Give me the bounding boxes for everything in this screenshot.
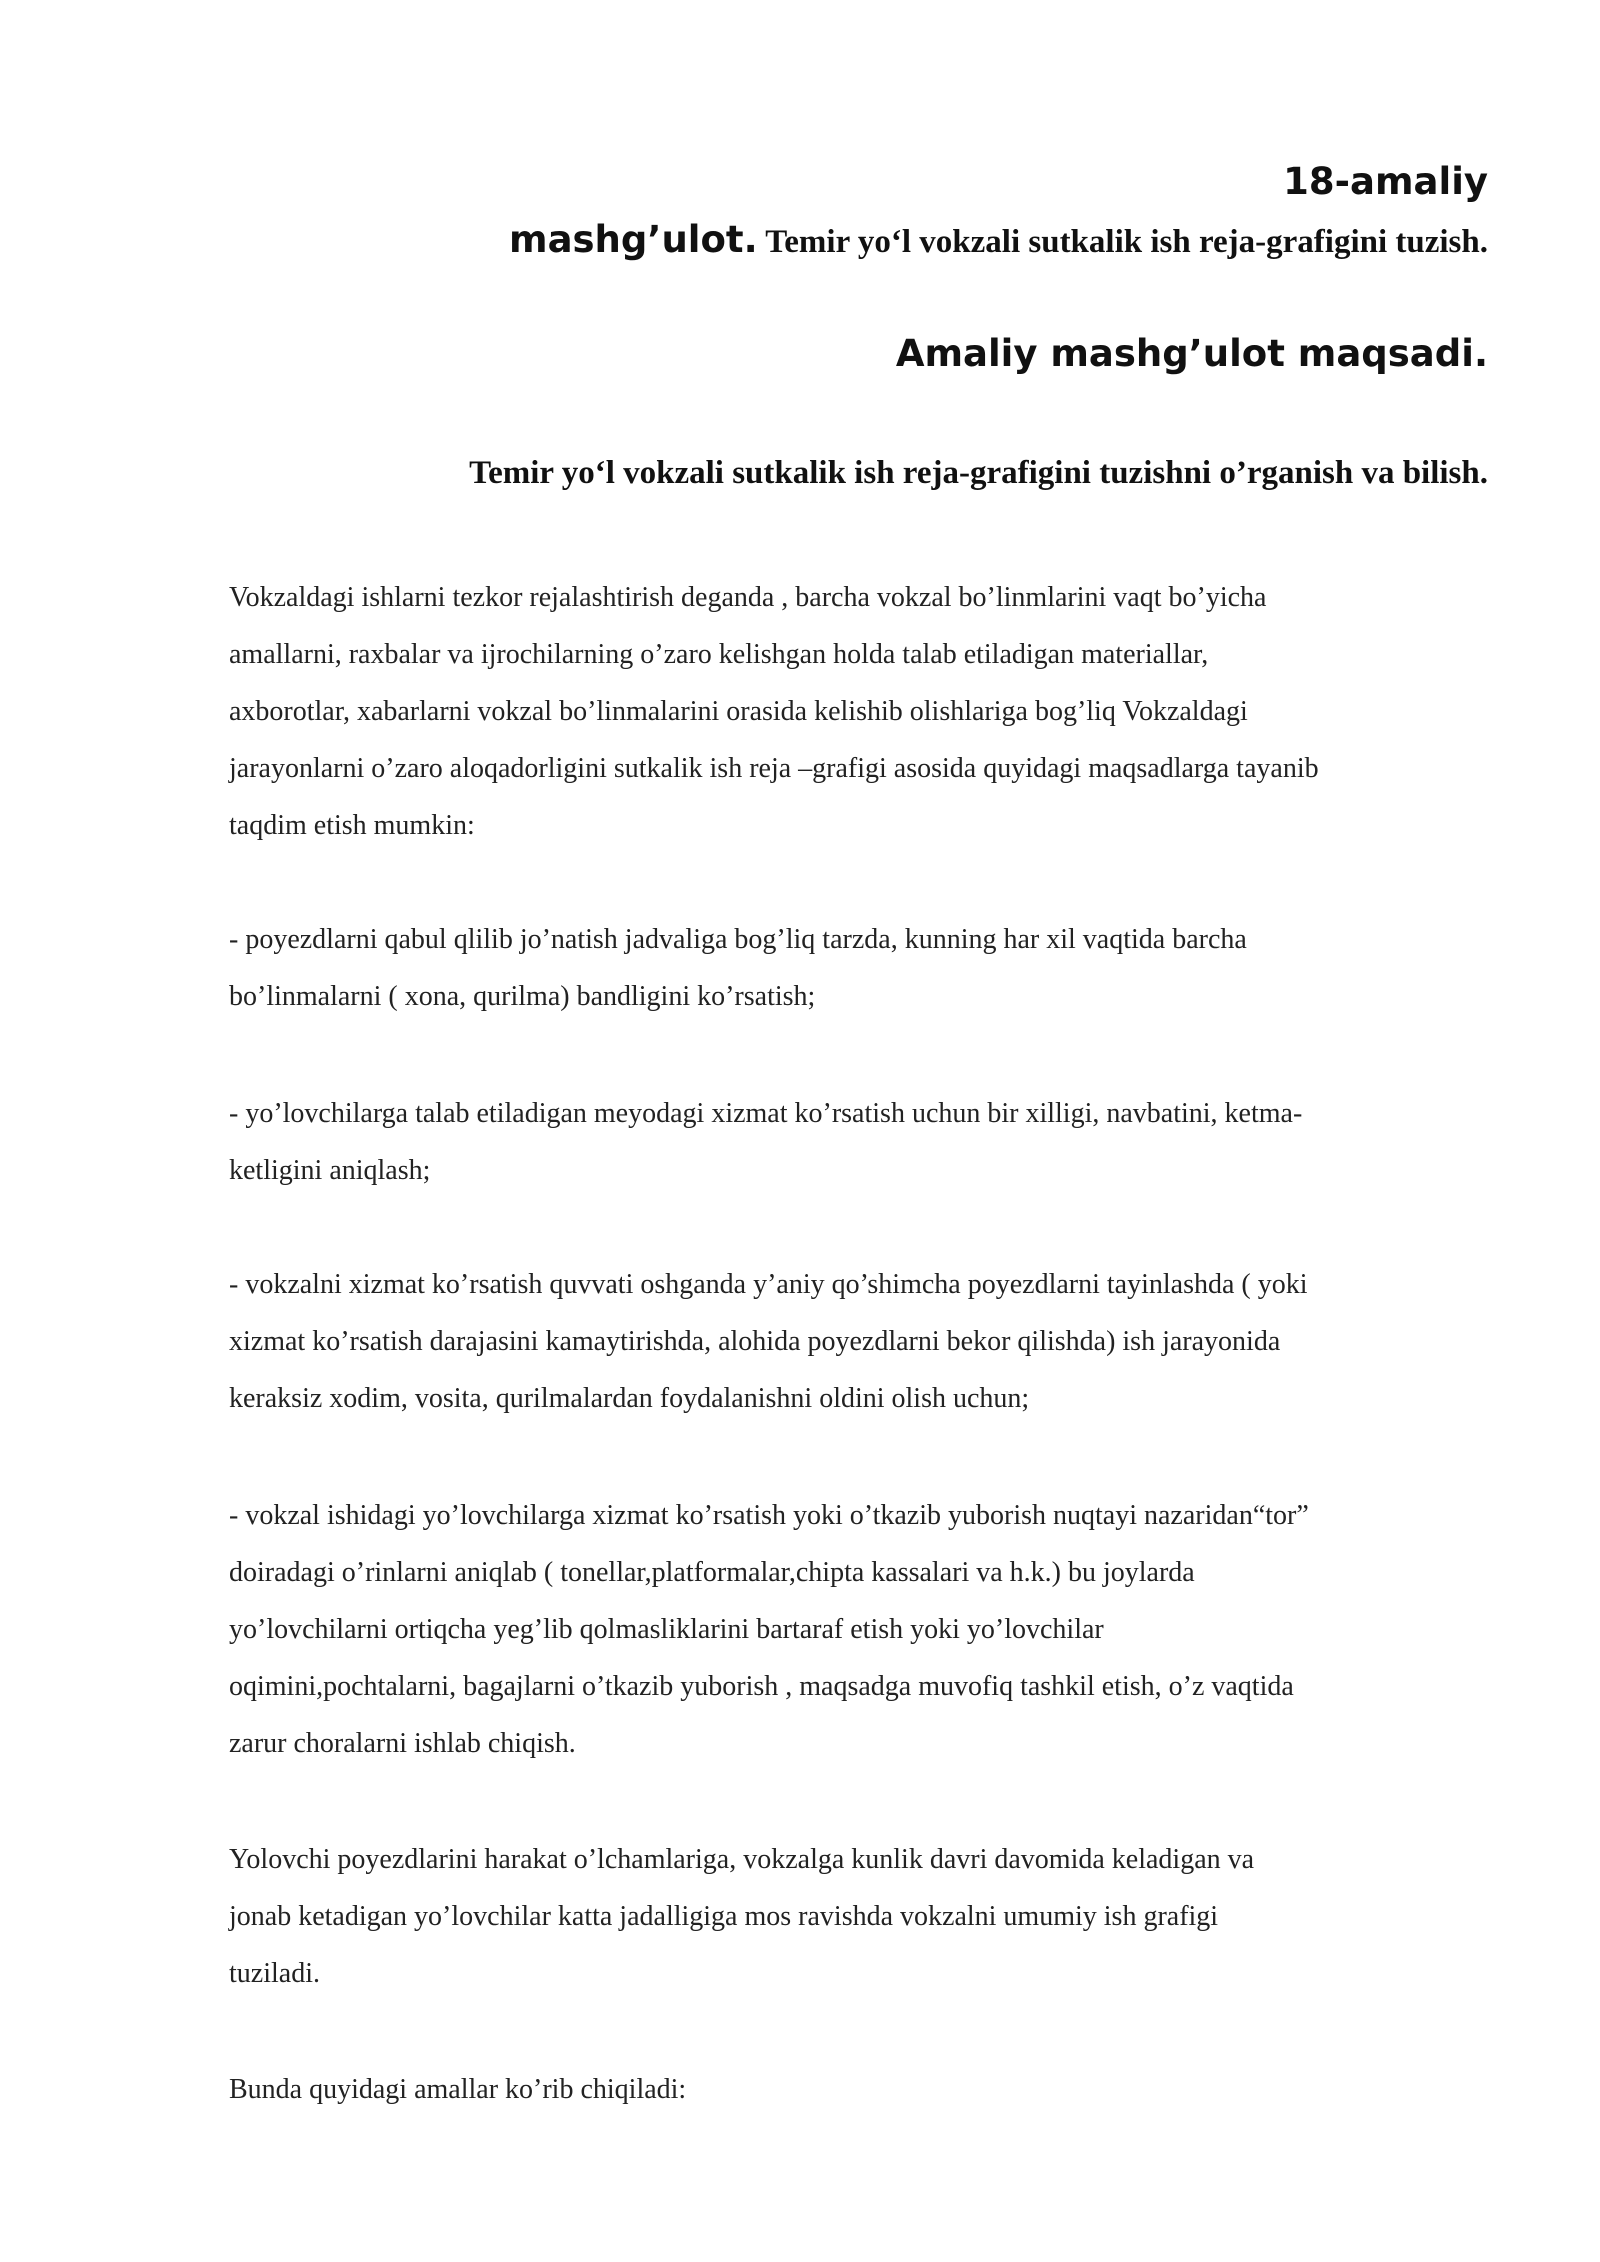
intro-line: taqdim etish mumkin: — [229, 810, 475, 841]
heading-line1: 18-amaliy — [1283, 160, 1488, 203]
goal-title: Amaliy mashg’ulot maqsadi. — [895, 332, 1488, 375]
heading-line2-lead: mashg’ulot. — [509, 218, 758, 261]
closing-line: Bunda quyidagi amallar ko’rib chiqiladi: — [229, 2074, 687, 2105]
list-item-2 — [229, 1085, 1489, 1199]
closing-paragraph — [229, 2061, 1489, 2118]
list-item-line: doiradagi o’rinlarni aniqlab ( tonellar,platformalar,chipta kassalari va h.k.) bu joylarda — [229, 1557, 1195, 1588]
schedule-line: tuziladi. — [229, 1958, 320, 1989]
list-item-line: ketligini aniqlash; — [229, 1155, 431, 1186]
list-item-3 — [229, 1256, 1489, 1427]
intro-line: jarayonlarni o’zaro aloqadorligini sutkalik ish reja –grafigi asosida quyidagi maqsadlarga tayanib — [229, 753, 1319, 784]
list-item-line: zarur choralarni ishlab chiqish. — [229, 1728, 576, 1759]
schedule-paragraph — [229, 1831, 1489, 2002]
list-item-line: - yo’lovchilarga talab etiladigan meyodagi xizmat ko’rsatish uchun bir xilligi, navbatini, ketma- — [229, 1098, 1303, 1129]
intro-line: axborotlar, xabarlarni vokzal bo’linmalarini orasida kelishib olishlariga bog’liq Vokzaldagi — [229, 696, 1248, 727]
intro-paragraph — [229, 569, 1489, 854]
list-item-line: bo’linmalarni ( xona, qurilma) bandligini ko’rsatish; — [229, 981, 816, 1012]
intro-line: Vokzaldagi ishlarni tezkor rejalashtirish deganda , barcha vokzal bo’linmlarini vaqt bo’yicha — [229, 582, 1267, 613]
list-item-line: oqimini,pochtalarni, bagajlarni o’tkazib yuborish , maqsadga muvofiq tashkil etish, o’z vaqtida — [229, 1671, 1294, 1702]
list-item-line: yo’lovchilarni ortiqcha yeg’lib qolmasliklarini bartaraf etish yoki yo’lovchilar — [229, 1614, 1104, 1645]
heading-line2-rest: Temir yo‘l vokzali sutkalik ish reja-grafigini tuzish. — [757, 224, 1488, 260]
list-item-1 — [229, 911, 1489, 1025]
list-item-line: - poyezdlarni qabul qlilib jo’natish jadvaliga bog’liq tarzda, kunning har xil vaqtida barcha — [229, 924, 1247, 955]
heading-line2 — [509, 218, 1488, 261]
goal-text: Temir yo‘l vokzali sutkalik ish reja-grafigini tuzishni o’rganish va bilish. — [469, 455, 1488, 491]
schedule-line: Yolovchi poyezdlarini harakat o’lchamlariga, vokzalga kunlik davri davomida keladigan va — [229, 1844, 1255, 1875]
intro-line: amallarni, raxbalar va ijrochilarning o’zaro kelishgan holda talab etiladigan materiallar, — [229, 639, 1209, 670]
list-item-line: - vokzal ishidagi yo’lovchilarga xizmat ko’rsatish yoki o’tkazib yuborish nuqtayi nazaridan“tor” — [229, 1500, 1309, 1531]
list-item-line: - vokzalni xizmat ko’rsatish quvvati oshganda y’aniy qo’shimcha poyezdlarni tayinlashda ( yoki — [229, 1269, 1308, 1300]
list-item-4 — [229, 1487, 1489, 1772]
list-item-line: xizmat ko’rsatish darajasini kamaytirishda, alohida poyezdlarni bekor qilishda) ish jarayonida — [229, 1326, 1281, 1357]
schedule-line: jonab ketadigan yo’lovchilar katta jadalligiga mos ravishda vokzalni umumiy ish grafigi — [229, 1901, 1219, 1932]
list-item-line: keraksiz xodim, vosita, qurilmalardan foydalanishni oldini olish uchun; — [229, 1383, 1030, 1414]
